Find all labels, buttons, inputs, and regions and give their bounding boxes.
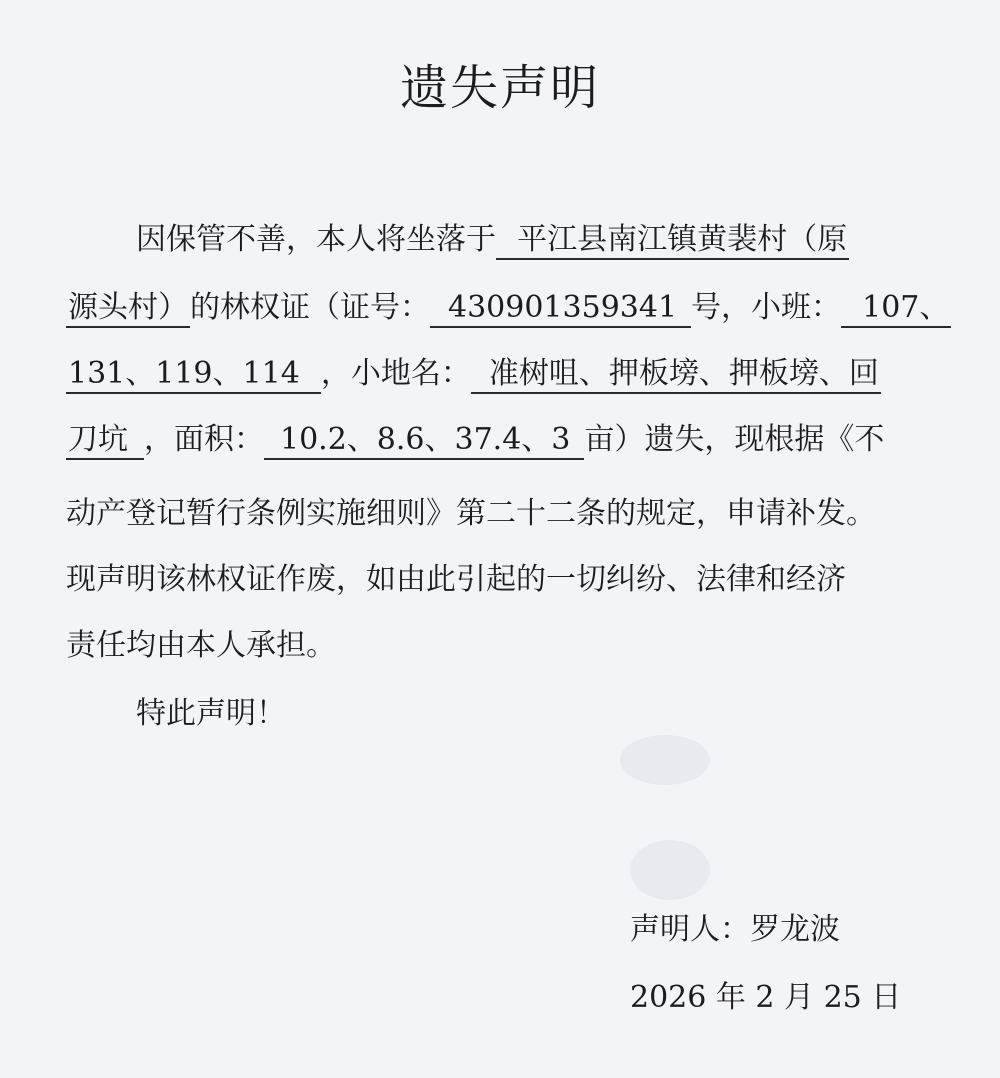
subcompartment-field: 107、: [841, 290, 951, 328]
declaration-date: 2026 年 2 月 25 日: [630, 980, 902, 1015]
place-name-field: 刀坑: [66, 422, 144, 460]
scan-smudge: [630, 840, 710, 900]
location-field: 源头村）: [66, 290, 190, 328]
declarant-name: 声明人：罗龙波: [630, 912, 840, 947]
location-field: 平江县南江镇黄裴村（原: [496, 222, 849, 260]
page-title: 遗失声明: [399, 60, 600, 116]
body-text: ，小地名：: [320, 356, 471, 391]
body-line-6: 现声明该林权证作废，如由此引起的一切纠纷、法律和经济: [66, 562, 846, 597]
body-text: 号，小班：: [691, 290, 842, 325]
closing-line: 特此声明！: [136, 696, 286, 731]
body-text: ，面积：: [144, 422, 264, 457]
body-line-2: [66, 286, 951, 330]
place-name-field: 准树咀、押板塝、押板塝、回: [471, 356, 881, 394]
body-line-7: 责任均由本人承担。: [66, 628, 336, 663]
body-text: 的林权证（证号：: [190, 290, 430, 325]
certificate-number-field: 430901359341: [430, 290, 691, 328]
body-line-5: 动产登记暂行条例实施细则》第二十二条的规定，申请补发。: [66, 496, 876, 531]
subcompartment-field: 131、119、114: [66, 356, 321, 394]
body-text: 因保管不善，本人将坐落于: [136, 222, 496, 257]
area-field: 10.2、8.6、37.4、3: [264, 422, 584, 460]
body-line-1: [136, 218, 849, 262]
body-line-3: [66, 352, 881, 396]
scan-smudge: [620, 735, 710, 785]
body-line-4: [66, 418, 884, 462]
body-text: 亩）遗失，现根据《不: [584, 422, 885, 457]
